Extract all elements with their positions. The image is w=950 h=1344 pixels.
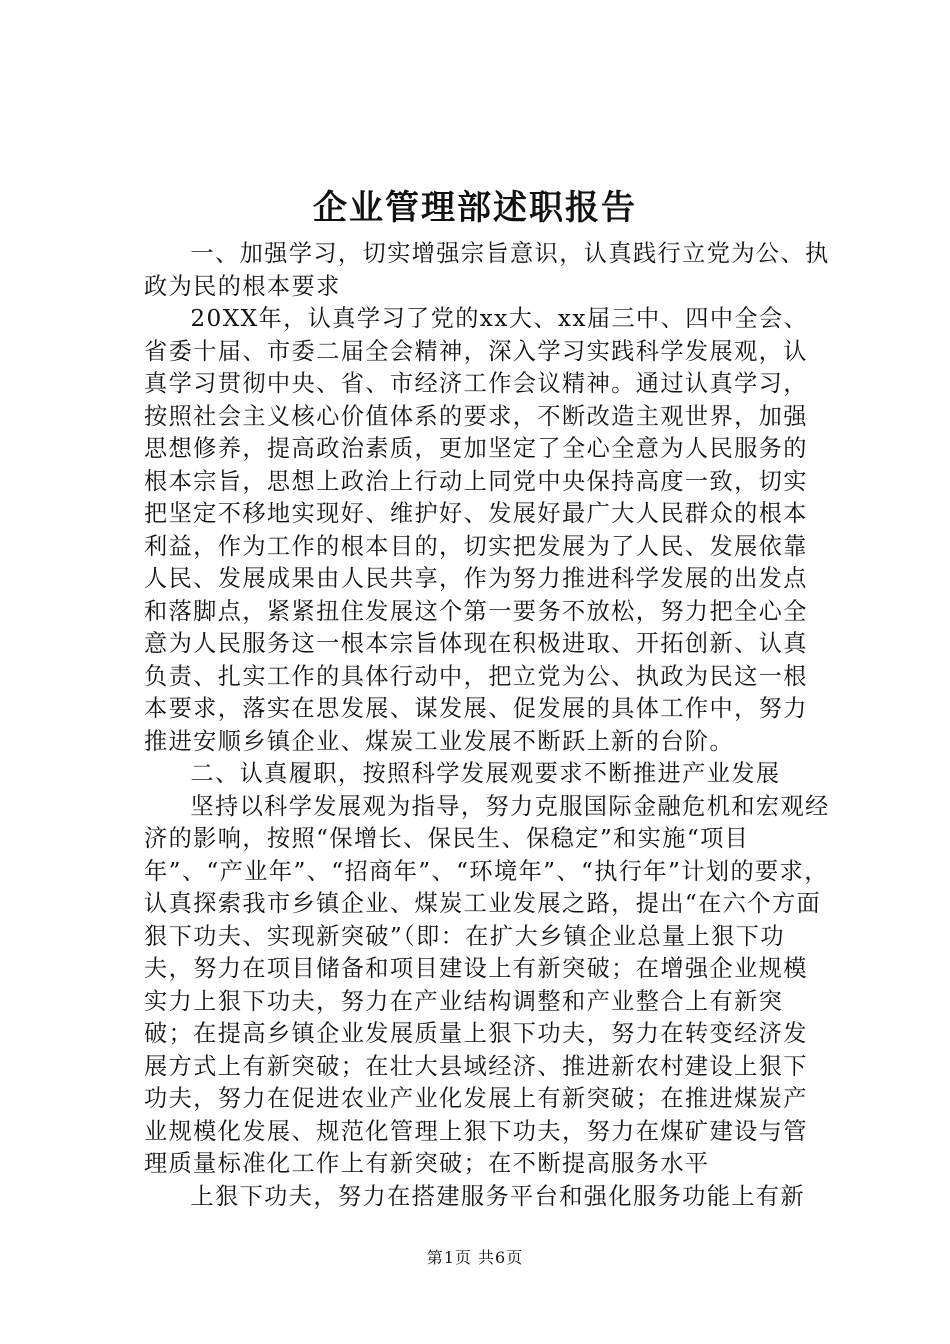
- page-number-footer: 第1页 共6页: [426, 1248, 524, 1267]
- paragraph-1: 20XX年，认真学习了党的xx大、xx届三中、四中全会、省委十届、市委二届全会精神，深入学习实践科学发展观，认真学习贯彻中央、省、市经济工作会议精神。通过认真学习，按照社会主义核心价值体系的要求，不断改造主观世界，加强思想修养，提高政治素质，更加坚定了全心全意为人民服务的根本宗旨，思想上政治上行动上同党中央保持高度一致，切实把坚定不移地实现好、维护好、发展好最广大人民群众的根本利益，作为工作的根本目的，切实把发展为了人民、发展依靠人民、发展成果由人民共享，作为努力推进科学发展的出发点和落脚点，紧紧扭住发展这个第一要务不放松，努力把全心全意为人民服务这一根本宗旨体现在积极进取、开拓创新、认真负责、扎实工作的具体行动中，把立党为公、执政为民这一根本要求，落实在思发展、谋发展、促发展的具体工作中，努力推进安顺乡镇企业、煤炭工业发展不断跃上新的台阶。: [144, 305, 809, 755]
- paragraph-2: 坚持以科学发展观为指导，努力克服国际金融危机和宏观经济的影响，按照“保增长、保民生、保稳定”和实施“项目年”、“产业年”、“招商年”、“环境年”、“执行年”计划的要求，认真探索我市乡镇企业、煤炭工业发展之路，提出“在六个方面狠下功夫、实现新突破”（即：在扩大乡镇企业总量上狠下功夫，努力在项目储备和项目建设上有新突破；在增强企业规模实力上狠下功夫，努力在产业结构调整和产业整合上有新突破；在提高乡镇企业发展质量上狠下功夫，努力在转变经济发展方式上有新突破；在壮大县域经济、推进新农村建设上狠下功夫，努力在促进农业产业化发展上有新突破；在推进煤炭产业规模化发展、规范化管理上狠下功夫，努力在煤矿建设与管理质量标准化工作上有新突破；在不断提高服务水平: [144, 792, 830, 1177]
- document-title: 企业管理部述职报告: [313, 188, 637, 228]
- paragraph-3: 上狠下功夫，努力在搭建服务平台和强化服务功能上有新: [190, 1182, 806, 1210]
- paragraph-heading-1: 一、加强学习，切实增强宗旨意识，认真践行立党为公、执政为民的根本要求: [144, 240, 830, 300]
- document-body: [144, 238, 830, 1213]
- paragraph-heading-2: 二、认真履职，按照科学发展观要求不断推进产业发展: [190, 760, 781, 787]
